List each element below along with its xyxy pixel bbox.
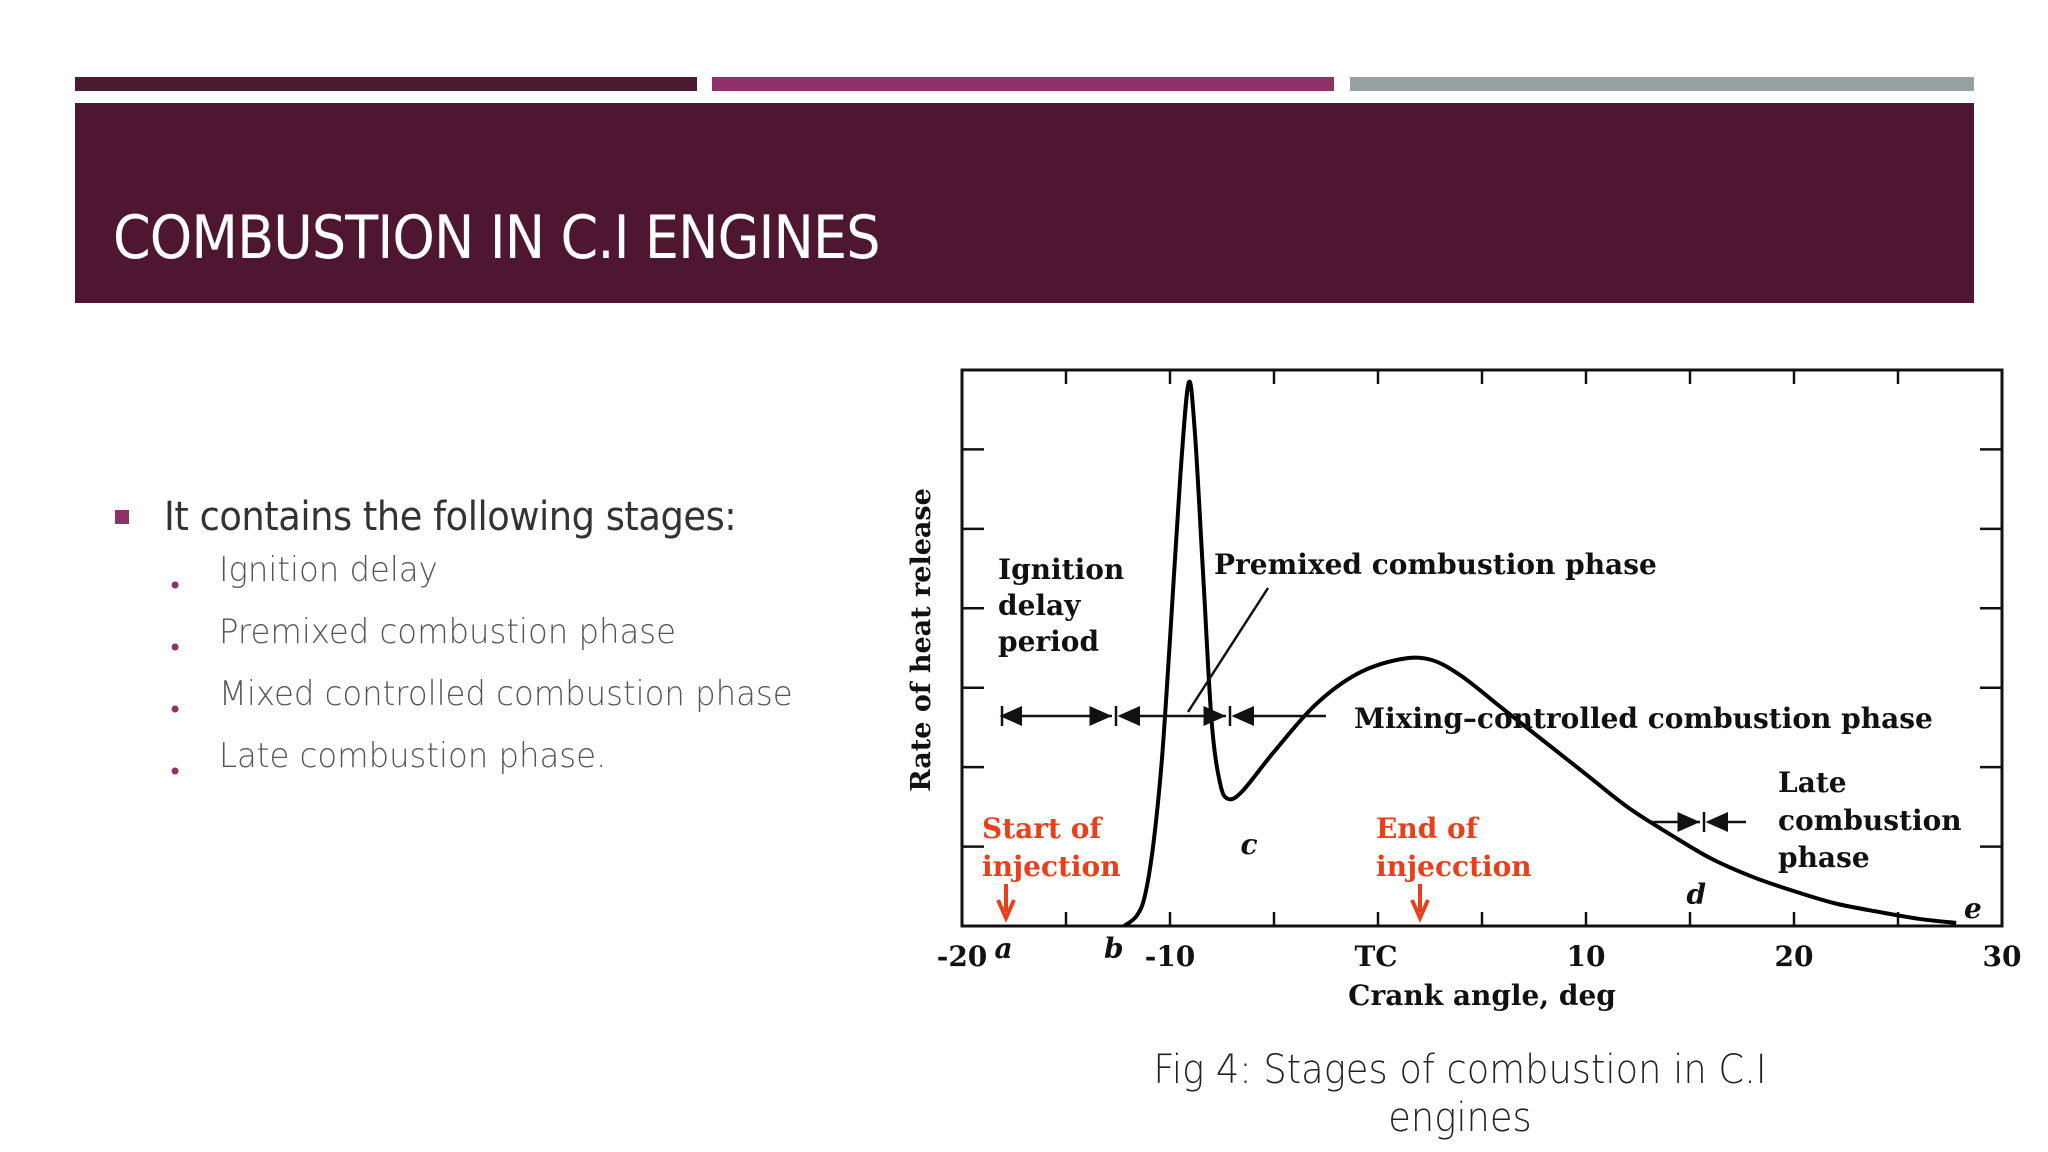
sub-bullet-text: Mixed controlled combustion phase: [219, 674, 793, 714]
start-injection-arrow-icon: [998, 884, 1014, 918]
x-tick-label: 10: [1566, 940, 1606, 973]
sub-bullet-text: Late combustion phase.: [219, 736, 607, 776]
point-label-a: a: [994, 932, 1013, 965]
premixed-phase-label: Premixed combustion phase: [1214, 548, 1657, 581]
x-tick-label: TC: [1354, 940, 1398, 973]
point-label-e: e: [1963, 892, 1982, 925]
late-combustion-label: [1778, 766, 1971, 874]
late-combustion-line-2: combustion: [1778, 804, 1962, 837]
point-label-c: c: [1240, 828, 1258, 861]
point-label-d: d: [1686, 878, 1707, 911]
figure-caption: [1129, 1046, 1791, 1142]
start-of-injection-label: [982, 812, 1121, 883]
dot-bullet-icon: •: [168, 572, 183, 600]
ignition-delay-line-2: delay: [998, 589, 1081, 622]
end-of-injection-label: [1376, 812, 1532, 883]
end-injection-line-2: injecction: [1376, 850, 1532, 883]
premixed-pointer-line: [1188, 588, 1268, 712]
sub-bullet-text: Ignition delay: [219, 550, 438, 590]
y-axis-label: Rate of heat release: [906, 488, 937, 792]
x-tick-label: -20: [936, 940, 988, 973]
end-injection-arrow-icon: [1412, 884, 1428, 918]
mixing-controlled-phase-label: Mixing–controlled combustion phase: [1354, 702, 1933, 735]
x-axis-label: Crank angle, deg: [1348, 979, 1616, 1012]
ignition-delay-line-3: period: [998, 625, 1100, 658]
x-tick-label: 30: [1982, 940, 2022, 973]
slide-title: COMBUSTION IN C.I ENGINES: [113, 203, 880, 273]
bullet-heading: It contains the following stages:: [164, 494, 737, 540]
point-label-b: b: [1104, 932, 1124, 965]
x-tick-labels: [937, 940, 2022, 973]
ignition-delay-label: [998, 553, 1134, 658]
dot-bullet-icon: •: [168, 758, 183, 786]
x-tick-label: -10: [1144, 940, 1196, 973]
dot-bullet-icon: •: [168, 634, 183, 662]
start-injection-line-2: injection: [982, 850, 1121, 883]
sub-bullet-text: Premixed combustion phase: [219, 612, 676, 652]
end-injection-line-1: End of: [1376, 812, 1478, 845]
dot-bullet-icon: •: [168, 696, 183, 724]
late-combustion-line-3: phase: [1778, 841, 1870, 874]
caption-line-2: engines: [1388, 1095, 1532, 1141]
caption-line-1: Fig 4: Stages of combustion in C.I: [1153, 1047, 1767, 1093]
x-tick-label: 20: [1774, 940, 1814, 973]
start-injection-line-1: Start of: [982, 812, 1102, 845]
ignition-delay-line-1: Ignition: [998, 553, 1125, 586]
late-combustion-line-1: Late: [1778, 766, 1847, 799]
